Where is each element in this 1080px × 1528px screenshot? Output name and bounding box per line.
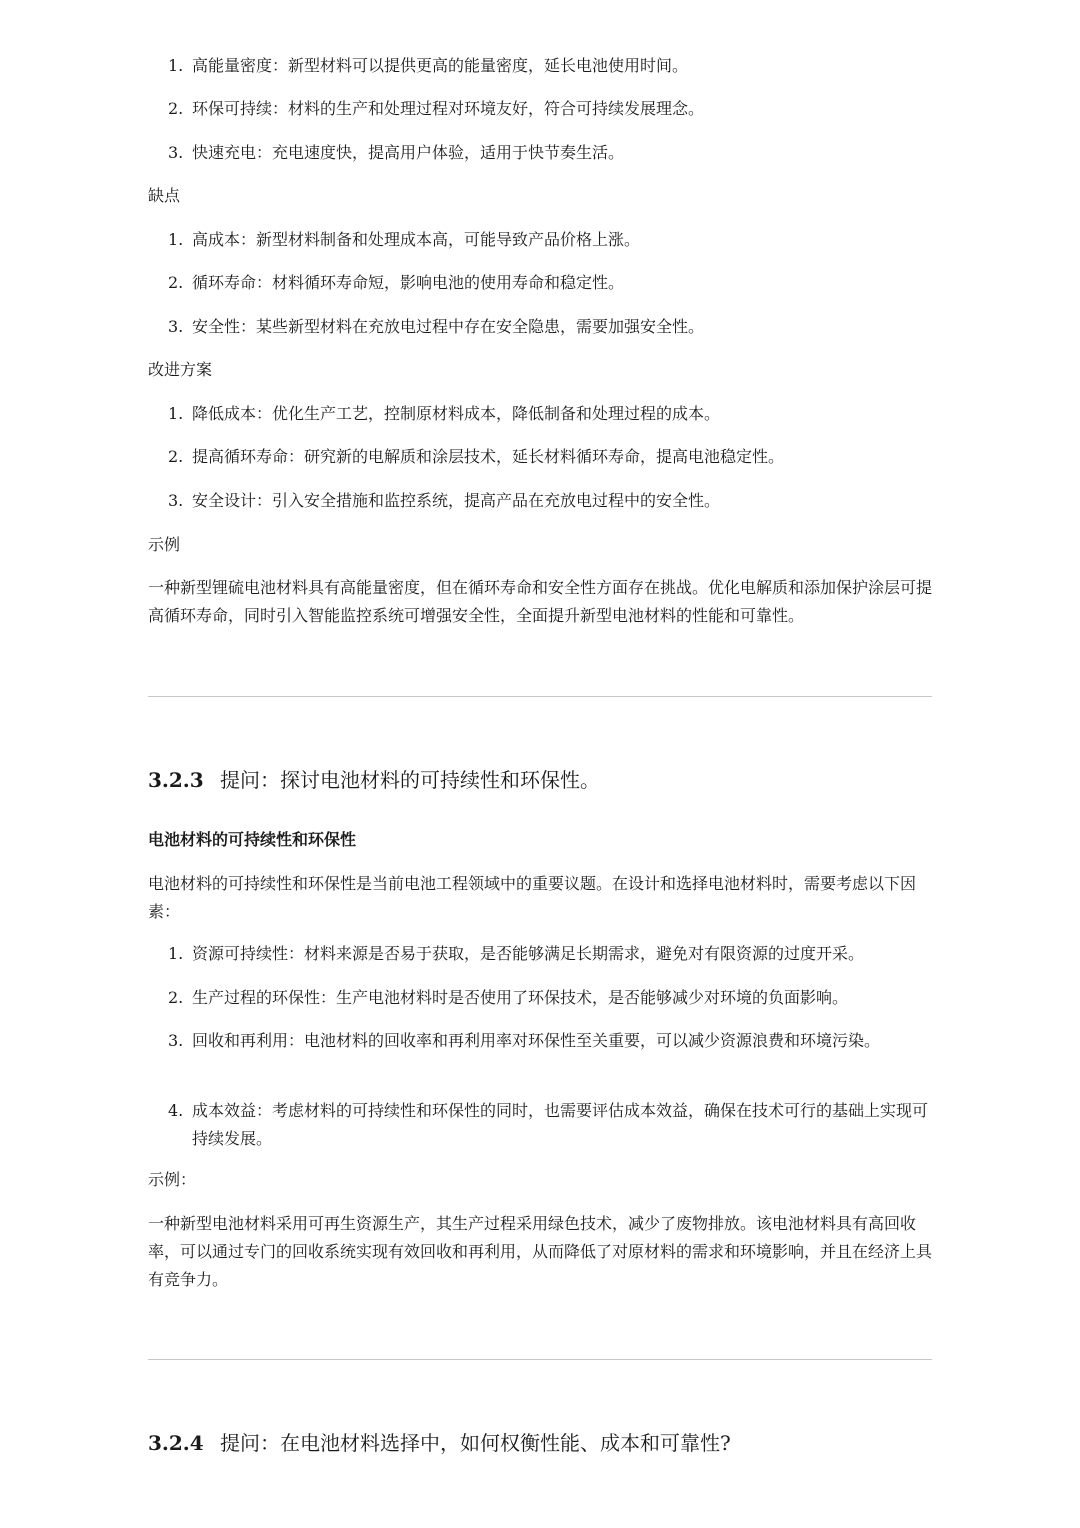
- section-number: 3.2.3: [148, 768, 204, 792]
- intro-paragraph: 电池材料的可持续性和环保性是当前电池工程领域中的重要议题。在设计和选择电池材料时，需要考虑以下因素：: [148, 874, 917, 921]
- list-text: ：材料的生产和处理过程对环境友好，符合可持续发展理念。: [272, 99, 705, 118]
- list-number: 2.: [168, 447, 184, 466]
- section-title: 提问：在电池材料选择中，如何权衡性能、成本和可靠性?: [220, 1431, 731, 1455]
- list-item: [168, 226, 932, 254]
- list-term: 提高循环寿命: [192, 447, 289, 466]
- list-item: [168, 95, 932, 123]
- horizontal-rule: [148, 696, 932, 697]
- example-label: 示例：: [148, 1170, 197, 1189]
- example-paragraph: 一种新型电池材料采用可再生资源生产，其生产过程采用绿色技术，减少了废物排放。该电池材料具有高回收率，可以通过专门的回收系统实现有效回收和再利用，从而降低了对原材料的需求和环境影响，并且在经济上具有竞争力。: [148, 1214, 933, 1289]
- list-text: ：优化生产工艺，控制原材料成本，降低制备和处理过程的成本。: [256, 404, 721, 423]
- list-term: 成本效益: [192, 1101, 257, 1120]
- list-number: 3.: [168, 143, 184, 162]
- list-term: 环保可持续: [192, 99, 273, 118]
- list-text: ：生产电池材料时是否使用了环保技术，是否能够减少对环境的负面影响。: [320, 988, 849, 1007]
- list-term: 资源可持续性: [192, 944, 289, 963]
- list-term: 回收和再利用: [192, 1031, 289, 1050]
- list-number: 4.: [168, 1101, 184, 1120]
- horizontal-rule: [148, 1359, 932, 1360]
- list-term: 高成本: [192, 230, 241, 249]
- list-number: 3.: [168, 317, 184, 336]
- list-number: 1.: [168, 56, 184, 75]
- list-item: [168, 940, 932, 968]
- disadvantages-label: 缺点: [148, 186, 181, 205]
- list-text: ：研究新的电解质和涂层技术，延长材料循环寿命，提高电池稳定性。: [288, 447, 785, 466]
- list-text: ：某些新型材料在充放电过程中存在安全隐患，需要加强安全性。: [240, 317, 705, 336]
- section-heading: [148, 1428, 731, 1458]
- list-term: 安全设计: [192, 491, 257, 510]
- list-text: ：材料来源是否易于获取，是否能够满足长期需求，避免对有限资源的过度开采。: [288, 944, 865, 963]
- list-text: ：电池材料的回收率和再利用率对环保性至关重要，可以减少资源浪费和环境污染。: [288, 1031, 881, 1050]
- list-number: 2.: [168, 99, 184, 118]
- list-item: [168, 52, 932, 80]
- list-item: [168, 269, 932, 297]
- list-number: 2.: [168, 988, 184, 1007]
- sub-heading: 电池材料的可持续性和环保性: [148, 830, 357, 849]
- improvements-label: 改进方案: [148, 360, 213, 379]
- list-item: [168, 487, 932, 515]
- list-term: 循环寿命: [192, 273, 257, 292]
- list-item: [168, 313, 932, 341]
- list-item: [168, 139, 932, 167]
- list-number: 3.: [168, 1031, 184, 1050]
- list-text: ：考虑材料的可持续性和环保性的同时，也需要评估成本效益，确保在技术可行的基础上实现可持续发展。: [192, 1101, 929, 1148]
- list-text: ：材料循环寿命短，影响电池的使用寿命和稳定性。: [256, 273, 625, 292]
- list-text: ：新型材料可以提供更高的能量密度，延长电池使用时间。: [272, 56, 689, 75]
- list-term: 安全性: [192, 317, 241, 336]
- section-title: 提问：探讨电池材料的可持续性和环保性。: [220, 768, 600, 792]
- list-item: [168, 400, 932, 428]
- list-number: 1.: [168, 230, 184, 249]
- list-text: ：充电速度快，提高用户体验，适用于快节奏生活。: [256, 143, 625, 162]
- list-term: 快速充电: [192, 143, 257, 162]
- list-number: 2.: [168, 273, 184, 292]
- list-number: 1.: [168, 944, 184, 963]
- example-paragraph: 一种新型锂硫电池材料具有高能量密度，但在循环寿命和安全性方面存在挑战。优化电解质和添加保护涂层可提高循环寿命，同时引入智能监控系统可增强安全性，全面提升新型电池材料的性能和可靠性。: [148, 578, 933, 625]
- list-item: [168, 1097, 932, 1153]
- list-number: 3.: [168, 491, 184, 510]
- list-term: 高能量密度: [192, 56, 273, 75]
- list-number: 1.: [168, 404, 184, 423]
- list-text: ：引入安全措施和监控系统，提高产品在充放电过程中的安全性。: [256, 491, 721, 510]
- section-heading: [148, 765, 600, 795]
- list-item: [168, 984, 932, 1012]
- example-label: 示例: [148, 535, 181, 554]
- list-item: [168, 1027, 932, 1055]
- section-number: 3.2.4: [148, 1431, 204, 1455]
- list-text: ：新型材料制备和处理成本高，可能导致产品价格上涨。: [240, 230, 641, 249]
- list-term: 降低成本: [192, 404, 257, 423]
- list-item: [168, 443, 932, 471]
- list-term: 生产过程的环保性: [192, 988, 321, 1007]
